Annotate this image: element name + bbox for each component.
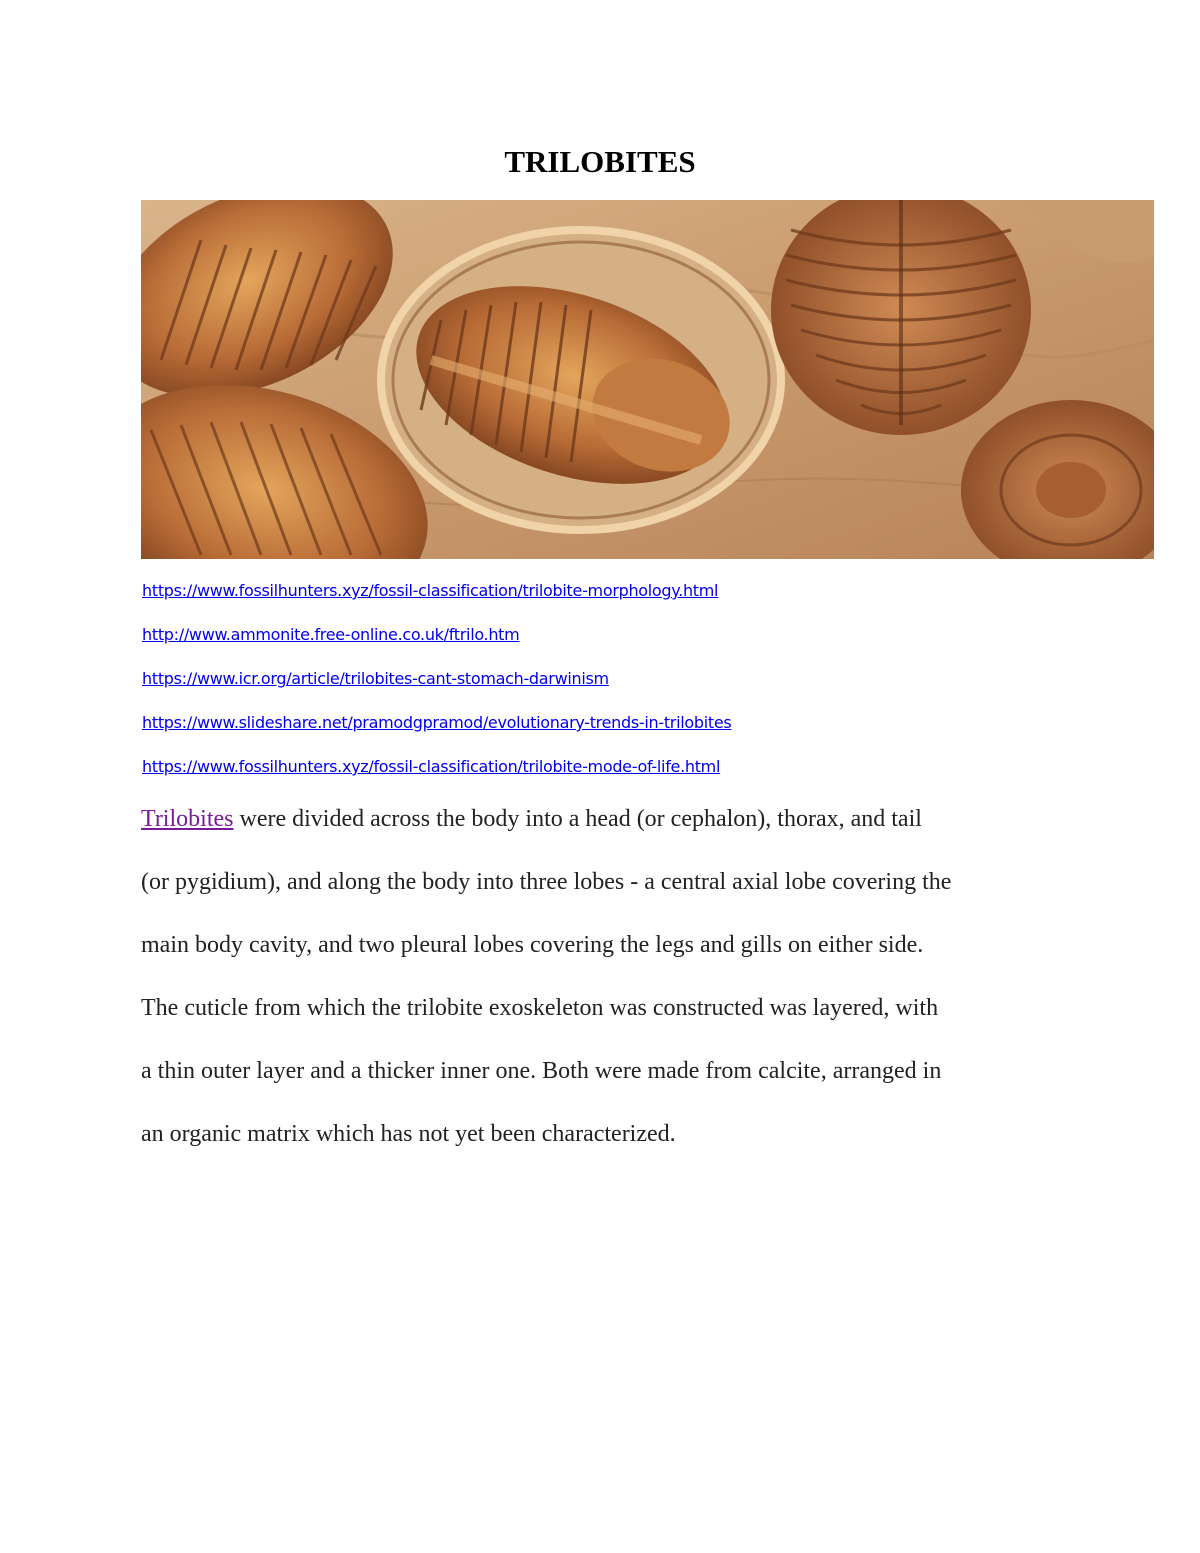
list-item xyxy=(142,578,1142,622)
reference-link[interactable]: https://www.fossilhunters.xyz/fossil-classification/trilobite-morphology.html xyxy=(142,581,719,600)
reference-link[interactable]: https://www.icr.org/article/trilobites-cant-stomach-darwinism xyxy=(142,669,609,688)
paragraph-line: an organic matrix which has not yet been characterized. xyxy=(141,1121,676,1147)
paragraph-line: main body cavity, and two pleural lobes covering the legs and gills on either side. xyxy=(141,932,924,958)
list-item xyxy=(142,622,1142,666)
paragraph-text: were divided across the body into a head (or cephalon), thorax, and tail xyxy=(233,806,922,832)
body-paragraph xyxy=(141,788,1061,1166)
list-item xyxy=(142,666,1142,710)
paragraph-line: (or pygidium), and along the body into three lobes - a central axial lobe covering the xyxy=(141,869,952,895)
page-title: TRILOBITES xyxy=(504,144,696,179)
reference-link[interactable]: https://www.slideshare.net/pramodgpramod/evolutionary-trends-in-trilobites xyxy=(142,713,732,732)
reference-links xyxy=(142,578,1142,798)
fossil-illustration xyxy=(141,200,1154,559)
paragraph-line xyxy=(141,788,1061,851)
trilobite-center xyxy=(381,230,781,530)
reference-link[interactable]: https://www.fossilhunters.xyz/fossil-classification/trilobite-mode-of-life.html xyxy=(142,757,721,776)
trilobites-link[interactable]: Trilobites xyxy=(141,806,234,832)
trilobite-fossil-photo xyxy=(141,200,1154,559)
reference-link[interactable]: http://www.ammonite.free-online.co.uk/ftrilo.htm xyxy=(142,625,520,644)
list-item xyxy=(142,710,1142,754)
paragraph-line: a thin outer layer and a thicker inner one. Both were made from calcite, arranged in xyxy=(141,1058,942,1084)
paragraph-line: The cuticle from which the trilobite exoskeleton was constructed was layered, with xyxy=(141,995,939,1021)
